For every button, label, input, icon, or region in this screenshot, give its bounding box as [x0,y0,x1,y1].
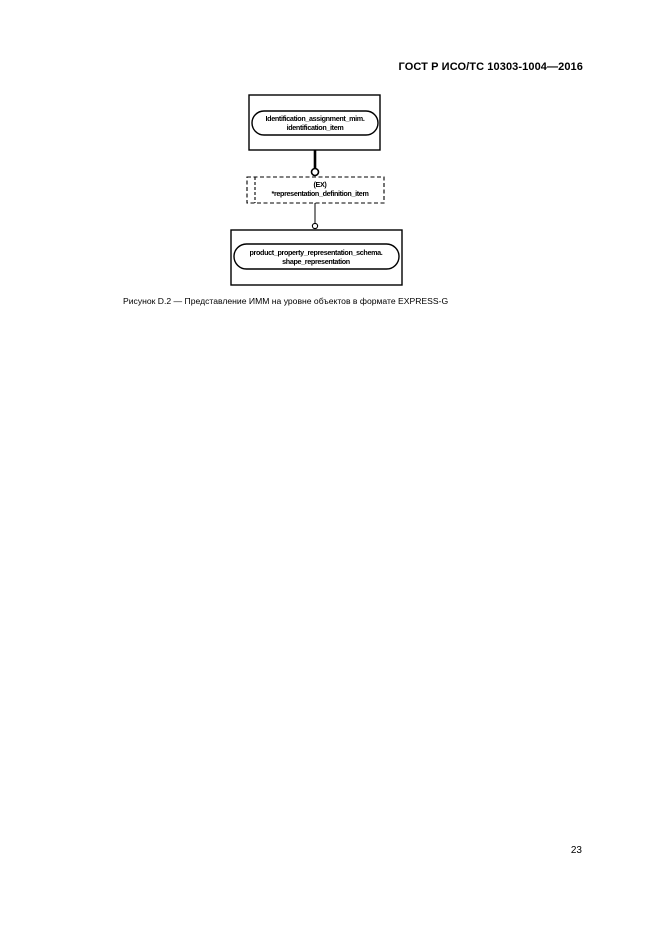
select-type-box [247,177,384,203]
select-type-line1: (EX) [313,180,327,189]
document-header: ГОСТ Р ИСО/ТС 10303-1004—2016 [398,61,583,73]
top-entity-box [249,95,380,150]
express-g-diagram [0,0,661,320]
figure-caption: Рисунок D.2 — Представление ИММ на уровне объектов в формате EXPRESS-G [123,296,449,306]
relation-end-circle-top [312,169,319,176]
relation-end-circle-bottom [312,223,317,228]
top-entity-line2: identification_item [286,123,344,132]
bottom-entity-box [231,230,402,285]
bottom-entity-line2: shape_representation [282,257,350,266]
page-number: 23 [570,845,582,856]
top-entity-line1: Identification_assignment_mim. [265,114,365,123]
select-type-line2: *representation_definition_item [271,189,369,198]
bottom-entity-line1: product_property_representation_schema. [249,248,383,257]
